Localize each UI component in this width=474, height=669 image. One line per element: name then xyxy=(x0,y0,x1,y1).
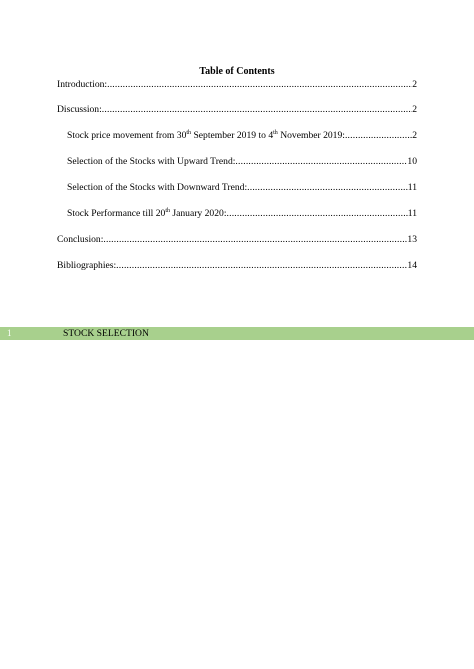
toc-dot-leader xyxy=(102,104,412,116)
toc-entry-label: Bibliographies: xyxy=(57,260,117,271)
toc-entry-page: 2 xyxy=(412,79,417,90)
page-header-band xyxy=(0,327,474,340)
toc-entry-upward-trend[interactable] xyxy=(67,156,417,168)
toc-entry-page: 11 xyxy=(407,182,417,193)
toc-entry-page: 2 xyxy=(412,104,417,115)
toc-dot-leader xyxy=(227,208,408,220)
toc-dot-leader xyxy=(345,130,412,142)
page-number: 1 xyxy=(7,328,12,338)
toc-entry-label: Discussion: xyxy=(57,104,102,115)
toc-entry-label: Introduction: xyxy=(57,79,108,90)
toc-entry-introduction[interactable] xyxy=(57,79,417,91)
toc-title: Table of Contents xyxy=(199,66,275,77)
toc-entry-page: 11 xyxy=(407,208,417,219)
toc-dot-leader xyxy=(103,234,407,246)
toc-dot-leader xyxy=(116,260,407,272)
toc-entry-label: Selection of the Stocks with Upward Trend: xyxy=(67,156,236,167)
toc-entry-bibliographies[interactable] xyxy=(57,260,417,272)
toc-entry-page: 13 xyxy=(407,234,417,245)
toc-entry-page: 2 xyxy=(412,130,417,141)
toc-dot-leader xyxy=(235,156,407,168)
toc-entry-page: 10 xyxy=(407,156,417,167)
toc-entry-label: Stock price movement from 30th September 2019 to 4th November 2019: xyxy=(67,130,345,141)
toc-entry-downward-trend[interactable] xyxy=(67,182,417,194)
toc-entry-label: Selection of the Stocks with Downward Trend: xyxy=(67,182,248,193)
toc-entry-stock-price-movement[interactable] xyxy=(67,130,417,142)
toc-dot-leader xyxy=(247,182,408,194)
toc-entry-stock-performance[interactable] xyxy=(67,208,417,220)
toc-dot-leader xyxy=(107,79,412,91)
toc-entry-conclusion[interactable] xyxy=(57,234,417,246)
toc-entry-label: Stock Performance till 20th January 2020: xyxy=(67,208,227,219)
running-head: STOCK SELECTION xyxy=(63,328,149,339)
toc-entry-label: Conclusion: xyxy=(57,234,104,245)
toc-entry-page: 14 xyxy=(407,260,417,271)
toc-entry-discussion[interactable] xyxy=(57,104,417,116)
